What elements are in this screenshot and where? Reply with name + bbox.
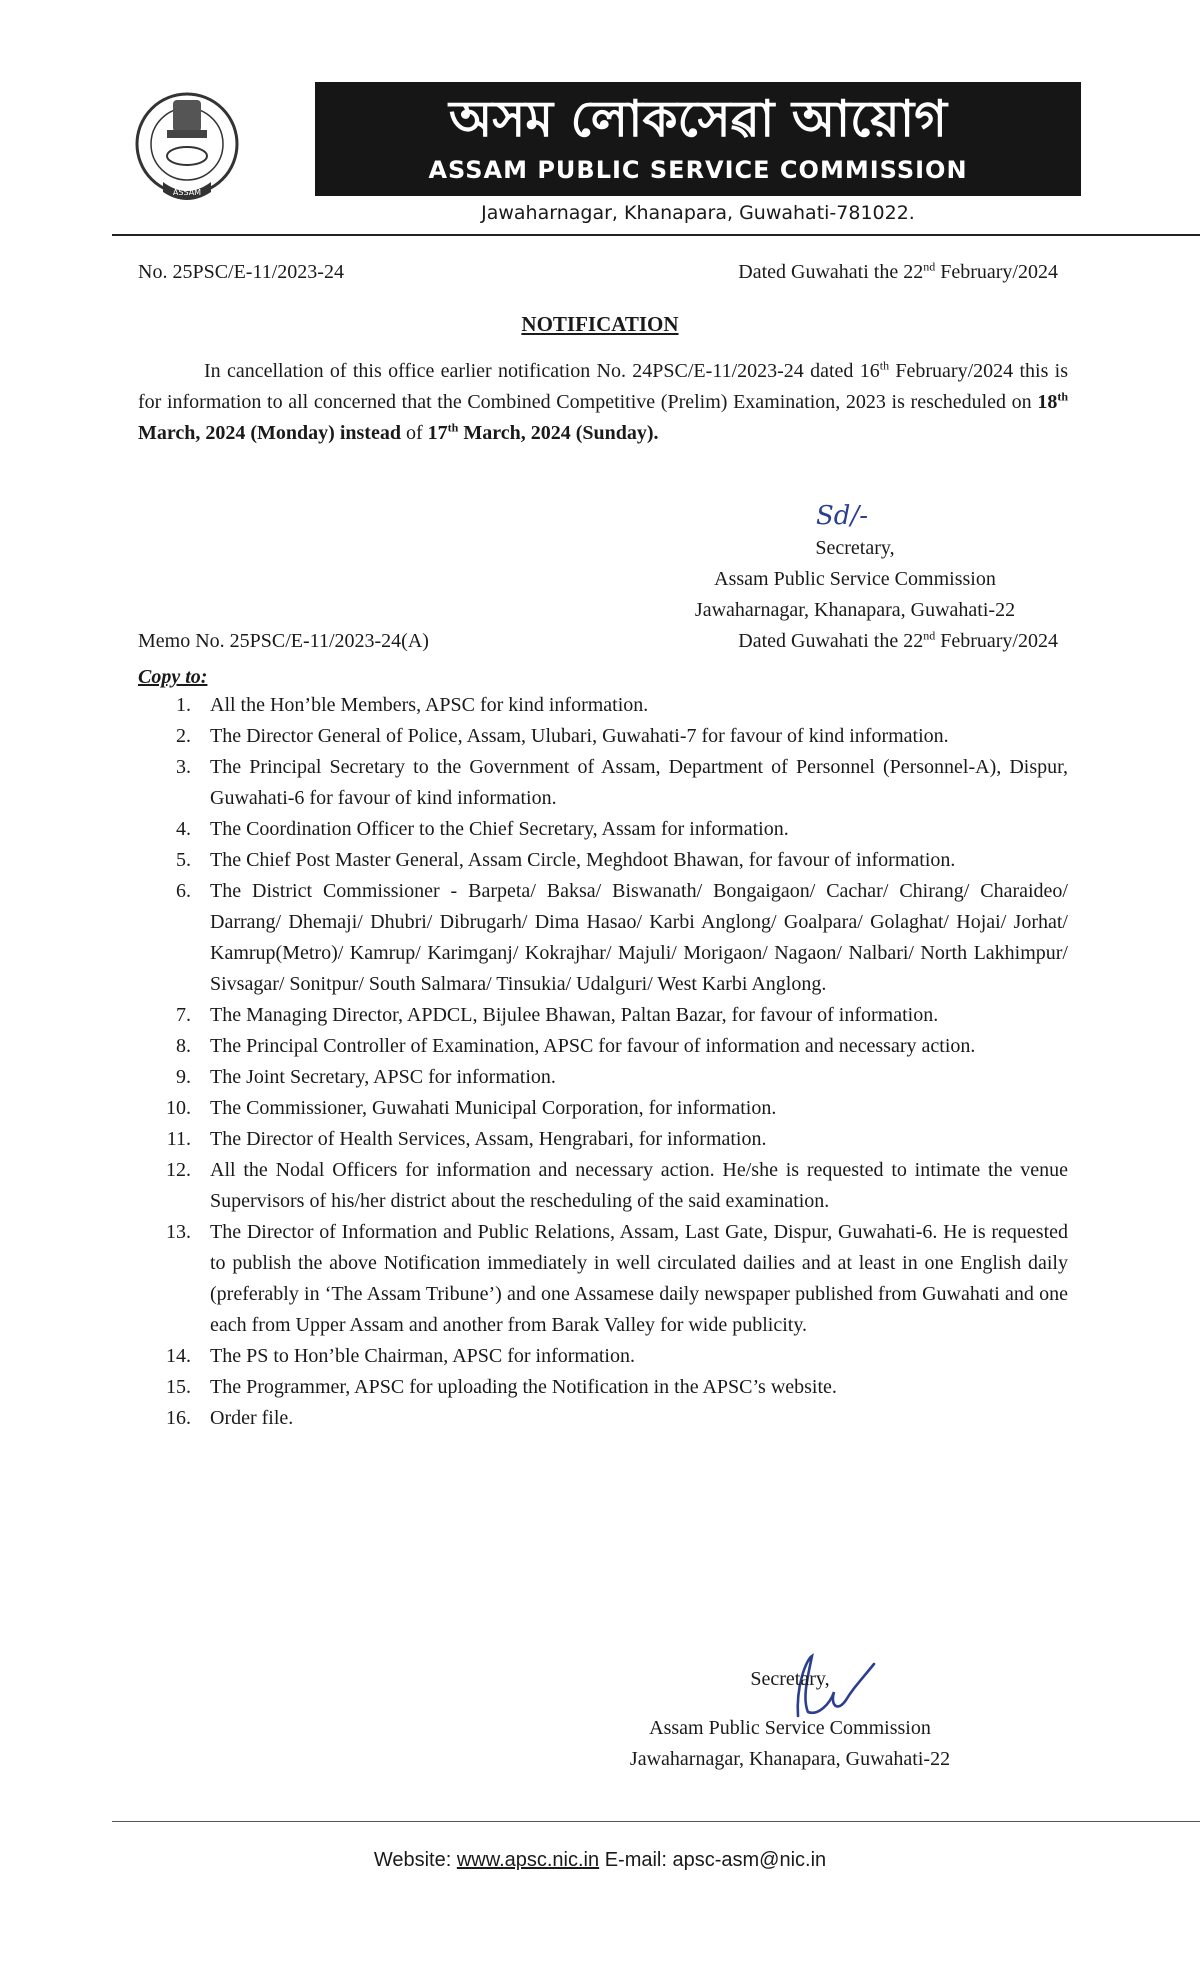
list-item [138,1341,1068,1372]
memo-number: Memo No. 25PSC/E-11/2023-24(A) [138,630,429,652]
org-title-assamese: অসম লোকসেৱা আয়োগ [449,90,947,148]
list-item-text: All the Nodal Officers for information and necessary action. He/she is requested to intimate the venue Supervisors of his/her district about the rescheduling of the said examination. [210,1159,1068,1212]
list-item-text: The Director of Health Services, Assam, Hengrabari, for information. [210,1128,767,1150]
website-link[interactable]: www.apsc.nic.in [456,1849,600,1871]
list-item-text: The Joint Secretary, APSC for information. [210,1066,556,1088]
emblem-text: ASSAM [172,188,202,197]
list-item [138,1403,1068,1434]
list-item-text: The Principal Secretary to the Government of Assam, Department of Personnel (Personnel-A), Dispur, Guwahati-6 for favour of kind information. [210,756,1068,809]
header-divider [112,234,1200,236]
list-item [138,1000,1068,1031]
list-item-text: All the Hon’ble Members, APSC for kind information. [210,694,649,716]
list-item [138,876,1068,1000]
list-item-text: The Coordination Officer to the Chief Secretary, Assam for information. [210,818,789,840]
email-link[interactable]: apsc-asm@nic.in [672,1849,827,1871]
sd-mark [812,494,882,536]
copy-to-heading: Copy to: [138,666,208,688]
org-title-english: ASSAM PUBLIC SERVICE COMMISSION [428,156,968,184]
list-item [138,1062,1068,1093]
list-item-text: The District Commissioner - Barpeta/ Baksa/ Biswanath/ Bongaigaon/ Cachar/ Chirang/ Charaideo/ Darrang/ Dhemaji/ Dhubri/ Dibrugarh/ Dima Hasao/ Karbi Anglong/ Goalpara/ Golaghat/ Hojai/ Jorhat/ Kamrup(Metro)/ Kamrup/ Karimganj/ Kokrajhar/ Majuli/ Morigaon/ Nagaon/ Nalbari/ North Lakhimpur/ Sivsagar/ Sonitpur/ South Salmara/ Tinsukia/ Udalguri/ West Karbi Anglong. [210,880,1068,995]
list-item [138,690,1068,721]
final-signature-designation: Secretary, [750,1668,830,1690]
list-item-text: Order file. [210,1407,294,1429]
notification-title: NOTIFICATION [521,312,679,336]
header-address: Jawaharnagar, Khanapara, Guwahati-781022. [481,202,915,224]
list-item [138,1372,1068,1403]
svg-text:Sd/-: Sd/- [816,501,868,531]
list-item [138,1217,1068,1341]
list-item-text: The PS to Hon’ble Chairman, APSC for information. [210,1345,635,1367]
list-item [138,752,1068,814]
copy-to-list [138,690,1068,1434]
list-item-number: 12. [166,1159,191,1181]
list-item-number: 16. [166,1407,191,1429]
list-item-number: 6. [176,880,191,902]
footer-divider [112,1821,1200,1822]
list-item-number: 3. [176,756,191,778]
list-item [138,1124,1068,1155]
state-emblem [133,82,241,206]
signature-address: Jawaharnagar, Khanapara, Guwahati-22 [694,599,1016,621]
list-item-number: 10. [166,1097,191,1119]
list-item-number: 8. [176,1035,191,1057]
list-item-text: The Managing Director, APDCL, Bijulee Bhawan, Paltan Bazar, for favour of information. [210,1004,939,1026]
list-item-number: 11. [166,1128,191,1150]
list-item [138,721,1068,752]
email-label: E-mail: [604,1849,667,1871]
list-item-text: The Principal Controller of Examination, APSC for favour of information and necessary action. [210,1035,976,1057]
list-item [138,845,1068,876]
website-label: Website: [373,1849,452,1871]
list-item-text: The Chief Post Master General, Assam Circle, Meghdoot Bhawan, for favour of information. [210,849,956,871]
list-item-number: 5. [176,849,191,871]
list-item-text: The Commissioner, Guwahati Municipal Corporation, for information. [210,1097,777,1119]
footer-contact [0,1845,1200,1875]
notification-date: Dated Guwahati the 22nd February/2024 [738,259,1058,283]
list-item-number: 1. [176,694,191,716]
memo-date: Dated Guwahati the 22nd February/2024 [738,628,1058,652]
notification-body: In cancellation of this office earlier notification No. 24PSC/E-11/2023-24 dated 16th February/2024 this is for information to all concerned that the Combined Competitive (Prelim) Examination, 2023 is rescheduled on 18th March, 2024 (Monday) instead of 17th March, 2024 (Sunday). [138,358,1069,444]
final-signature-org: Assam Public Service Commission [649,1717,931,1739]
list-item-number: 2. [176,725,191,747]
list-item-number: 14. [166,1345,191,1367]
list-item-number: 9. [176,1066,191,1088]
final-signature-address: Jawaharnagar, Khanapara, Guwahati-22 [629,1748,951,1770]
list-item [138,814,1068,845]
header-banner [315,82,1081,196]
reference-number: No. 25PSC/E-11/2023-24 [138,261,344,283]
signature-org: Assam Public Service Commission [714,568,996,590]
list-item-text: The Programmer, APSC for uploading the Notification in the APSC’s website. [210,1376,837,1398]
signature-designation: Secretary, [815,537,895,559]
list-item [138,1031,1068,1062]
list-item-number: 13. [166,1221,191,1243]
list-item-number: 4. [176,818,191,840]
list-item-number: 7. [176,1004,191,1026]
list-item [138,1093,1068,1124]
list-item-text: The Director General of Police, Assam, Ulubari, Guwahati-7 for favour of kind information. [210,725,949,747]
list-item [138,1155,1068,1217]
list-item-text: The Director of Information and Public Relations, Assam, Last Gate, Dispur, Guwahati-6. He is requested to publish the above Notification immediately in well circulated dailies and at least in one English daily (preferably in ‘The Assam Tribune’) and one Assamese daily newspaper published from Guwahati and one each from Upper Assam and another from Barak Valley for wide publicity. [210,1221,1068,1336]
list-item-number: 15. [166,1376,191,1398]
